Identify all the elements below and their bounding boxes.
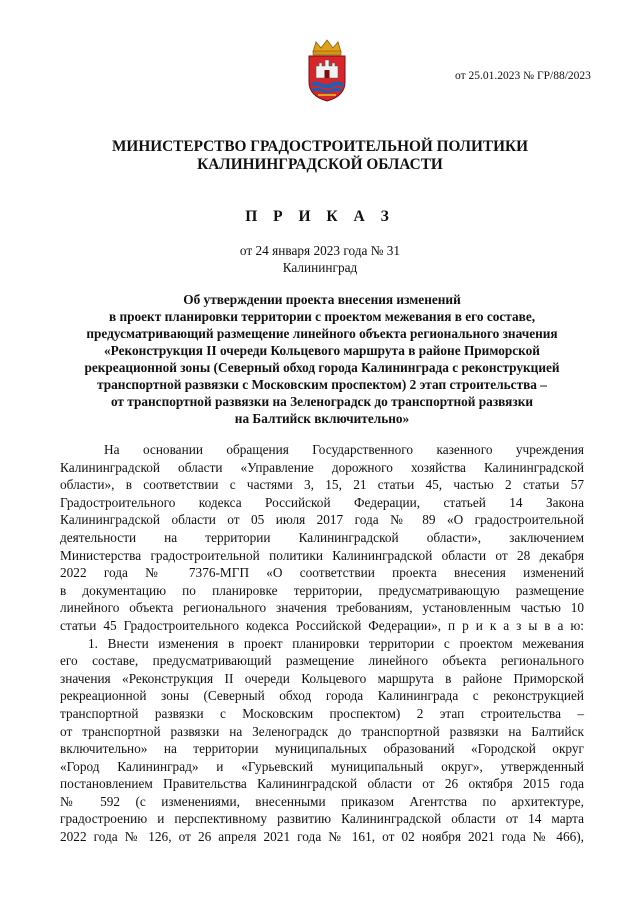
kaliningrad-coat-of-arms-icon xyxy=(304,38,350,102)
body-line: значения «Реконструкция II очереди Кольцевого маршрута в районе Приморской xyxy=(60,670,584,686)
body-line: его составе, предусматривающий размещение линейного объекта регионального xyxy=(60,653,584,669)
body-line: 2022 года № 126, от 26 апреля 2021 года № 161, от 02 ноября 2021 года № 466), xyxy=(60,829,584,845)
body-line: статьи 45 Градостроительного кодекса Российской Федерации», п р и к а з ы в а ю: xyxy=(60,617,584,633)
title-line: на Балтийск включительно» xyxy=(234,411,410,426)
document-reference-number: от 25.01.2023 № ГР/88/2023 xyxy=(455,70,591,82)
body-line: градостроению и перспективному развитию Калининградской области от 14 марта xyxy=(60,811,584,827)
order-date: от 24 января 2023 года № 31 xyxy=(239,243,401,258)
body-line: линейного объекта регионального значения требованиям, установленным частью 10 xyxy=(60,600,584,616)
title-line: в проект планировки территории с проектом межевания в его составе, xyxy=(108,309,536,324)
body-line: включительно» на территории муниципальных образований «Городской округ xyxy=(60,741,584,757)
title-line: транспортной развязки с Московским проспектом) 2 этап строительства – xyxy=(97,377,547,392)
body-line: от транспортной развязки на Зеленоградск до транспортной развязки на Балтийск xyxy=(60,723,584,739)
body-line: в документацию по планировке территории, предусматривающую размещение xyxy=(60,582,584,598)
title-line: «Реконструкция II очереди Кольцевого маршрута в районе Приморской xyxy=(104,343,540,358)
body-line: 1. Внести изменения в проект планировки территории с проектом межевания xyxy=(88,635,584,651)
body-line: № 592 (с изменениями, внесенными приказом Агентства по архитектуре, xyxy=(60,793,584,809)
order-title xyxy=(60,291,584,427)
body-line: 2022 года № 7376-МГП «О соответствии проекта внесения изменений xyxy=(60,565,584,581)
order-heading: П Р И К А З xyxy=(245,208,395,225)
body-line: Калининградской области «Управление дорожного хозяйства Калининградской xyxy=(60,459,584,475)
body-line: транспортной развязки с Московским проспектом) 2 этап строительства – xyxy=(60,705,584,721)
body-line: «Город Калининград» и «Гурьевский муниципальный округ», утвержденный xyxy=(60,758,584,774)
body-line: постановлением Правительства Калининградской области от 26 октября 2015 года xyxy=(60,776,584,792)
body-line: Министерства градостроительной политики Калининградской области от 28 декабря xyxy=(60,547,584,563)
title-line: рекреационной зоны (Северный обход города Калининграда с реконструкцией xyxy=(84,360,560,375)
body-line: На основании обращения Государственного казенного учреждения xyxy=(104,442,584,457)
body-line: Калининградской области от 05 июля 2017 года № 89 «О градостроительной xyxy=(60,512,584,528)
order-city: Калининград xyxy=(282,260,358,275)
body-line: области», в соответствии с частями 3, 15, 21 статьи 45, частью 2 статьи 57 xyxy=(60,477,584,493)
order-body xyxy=(60,441,584,846)
body-line: деятельности на территории Калининградской области», заключением xyxy=(60,529,584,545)
ministry-name-line1: МИНИСТЕРСТВО ГРАДОСТРОИТЕЛЬНОЙ ПОЛИТИКИ xyxy=(111,138,529,155)
title-line: от транспортной развязки на Зеленоградск до транспортной развязки xyxy=(110,394,534,409)
ministry-name-line2: КАЛИНИНГРАДСКОЙ ОБЛАСТИ xyxy=(197,156,443,173)
title-line: предусматривающий размещение линейного объекта регионального значения xyxy=(86,326,558,341)
body-line: Градостроительного кодекса Российской Федерации, статьей 14 Закона xyxy=(60,494,584,510)
body-line: рекреационной зоны (Северный обход города Калининграда с реконструкцией xyxy=(60,688,584,704)
title-line: Об утверждении проекта внесения изменений xyxy=(183,292,461,307)
